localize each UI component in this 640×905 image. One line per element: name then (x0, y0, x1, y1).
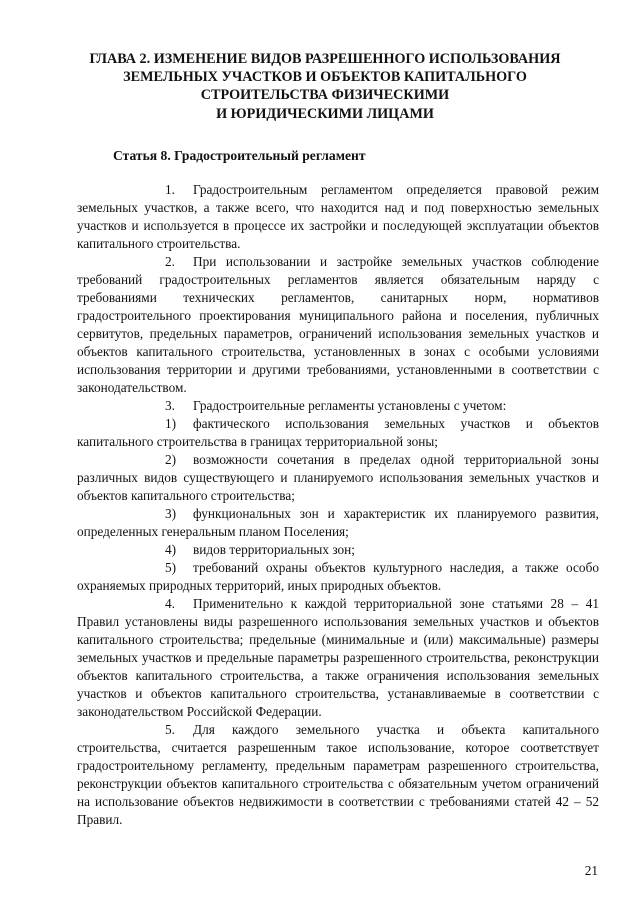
chapter-title-line: И ЮРИДИЧЕСКИМИ ЛИЦАМИ (216, 105, 434, 122)
paragraph-text: Градостроительным регламентом определяется правовой режим земельных участков, а также всего, что находится над и под поверхностью земельных участков и используется в процессе их застройки и последующей эксплуатации объектов капитального строительства. (77, 182, 599, 251)
paragraph (77, 595, 599, 721)
chapter-title (60, 50, 590, 123)
paragraph-text: Применительно к каждой территориальной зоне статьями 28 – 41 Правил установлены виды разрешенного использования земельных участков и объектов капитального строительства; предельные (минимальные и (или) максимальные) размеры земельных участков и предельные параметры разрешенного строительства, реконструкции объектов капитального строительства, а также ограничения использования земельных участков и объектов капитального строительства, устанавливаемые в соответствии с законодательством Российской Федерации. (77, 596, 599, 719)
chapter-title-line: ЗЕМЕЛЬНЫХ УЧАСТКОВ И ОБЪЕКТОВ КАПИТАЛЬНОГО (123, 69, 527, 86)
paragraph (77, 721, 599, 829)
paragraph (77, 397, 599, 415)
list-item-text: возможности сочетания в пределах одной территориальной зоны различных видов существующего и планируемого использования земельных участков и объектов капитального строительства; (77, 452, 599, 503)
paragraph-number: 5. (165, 722, 175, 737)
list-item-text: требований охраны объектов культурного наследия, а также особо охраняемых природных территорий, иных природных объектов. (77, 560, 599, 593)
list-item-number: 5) (165, 560, 177, 575)
paragraph (77, 181, 599, 253)
paragraph-number: 4. (165, 596, 175, 611)
list-item-number: 3) (165, 506, 177, 521)
list-item-number: 1) (165, 416, 177, 431)
list-item (77, 451, 599, 505)
list-item-number: 4) (165, 542, 177, 557)
paragraph (77, 253, 599, 397)
paragraph-text: Для каждого земельного участка и объекта капитального строительства, считается разрешенным такое использование, которое соответствует градостроительному регламенту, предельным параметрам разрешенного строительства, реконструкции объектов капитального строительства с обязательным учетом ограничений на использование объектов недвижимости в соответствии с требованиями статей 42 – 52 Правил. (77, 722, 599, 827)
list-item-text: фактического использования земельных участков и объектов капитального строительства в границах территориальной зоны; (77, 416, 599, 449)
list-item (77, 559, 599, 595)
paragraph-number: 3. (165, 398, 175, 413)
list-item (77, 541, 599, 559)
chapter-title-line: СТРОИТЕЛЬСТВА ФИЗИЧЕСКИМИ (200, 87, 450, 104)
paragraph-number: 1. (165, 182, 175, 197)
article-title: Статья 8. Градостроительный регламент (113, 148, 366, 163)
list-item-text: функциональных зон и характеристик их планируемого развития, определенных генеральным планом Поселения; (77, 506, 599, 539)
list-item-text: видов территориальных зон; (193, 542, 355, 557)
paragraph-number: 2. (165, 254, 175, 269)
paragraph-text: При использовании и застройке земельных участков соблюдение требований градостроительных регламентов является обязательным наряду с требованиями технических регламентов, санитарных норм, нормативов градостроительного проектирования муниципального района и поселения, публичных сервитутов, предельных параметров, ограничений использования земельных участков и объектов капитального строительства, установленных в зонах с особыми условиями использования территории и другими требованиями, установленными в соответствии с законодательством. (77, 254, 599, 395)
page-number: 21 (584, 863, 598, 878)
list-item (77, 505, 599, 541)
article-body (77, 181, 599, 829)
list-item (77, 415, 599, 451)
list-item-number: 2) (165, 452, 177, 467)
paragraph-text: Градостроительные регламенты установлены с учетом: (193, 398, 507, 413)
chapter-title-line: ГЛАВА 2. ИЗМЕНЕНИЕ ВИДОВ РАЗРЕШЕННОГО ИСПОЛЬЗОВАНИЯ (89, 51, 561, 67)
